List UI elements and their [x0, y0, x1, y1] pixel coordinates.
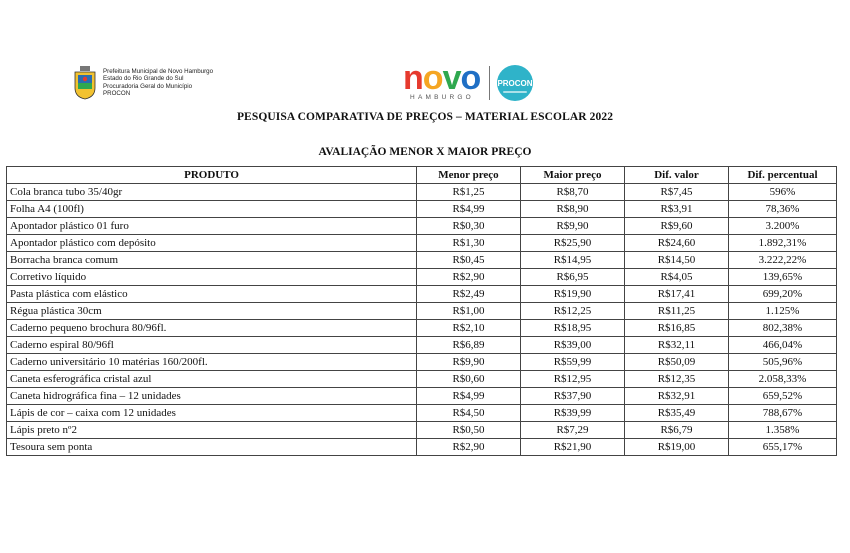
logo-divider: [489, 66, 490, 100]
table-row: [7, 235, 837, 252]
cell-produto: Apontador plástico com depósito: [7, 235, 417, 252]
novo-hamburgo-logo: [403, 59, 481, 103]
org-line: Procuradoria Geral do Município: [103, 82, 193, 90]
cell-dif-valor: R$32,11: [625, 337, 729, 354]
cell-maior-preco: R$14,95: [521, 252, 625, 269]
table-header-row: [7, 167, 837, 184]
municipality-text: [103, 68, 213, 98]
price-comparison-table: [6, 166, 837, 456]
cell-produto: Cola branca tubo 35/40gr: [7, 184, 417, 201]
cell-dif-valor: R$3,91: [625, 201, 729, 218]
cell-maior-preco: R$12,95: [521, 371, 625, 388]
table-row: [7, 405, 837, 422]
cell-dif-valor: R$17,41: [625, 286, 729, 303]
cell-dif-percentual: 659,52%: [729, 388, 837, 405]
cell-maior-preco: R$7,29: [521, 422, 625, 439]
cell-produto: Caderno pequeno brochura 80/96fl.: [7, 320, 417, 337]
cell-maior-preco: R$39,99: [521, 405, 625, 422]
cell-produto: Régua plástica 30cm: [7, 303, 417, 320]
cell-menor-preco: R$1,30: [417, 235, 521, 252]
cell-maior-preco: R$8,70: [521, 184, 625, 201]
cell-dif-percentual: 788,67%: [729, 405, 837, 422]
table-row: [7, 388, 837, 405]
cell-maior-preco: R$6,95: [521, 269, 625, 286]
cell-menor-preco: R$2,90: [417, 269, 521, 286]
coat-of-arms-icon: [73, 66, 97, 100]
cell-maior-preco: R$9,90: [521, 218, 625, 235]
table-row: [7, 201, 837, 218]
cell-produto: Caneta hidrográfica fina – 12 unidades: [7, 388, 417, 405]
column-header-menor-preco: Menor preço: [417, 167, 521, 184]
cell-dif-percentual: 3.222,22%: [729, 252, 837, 269]
cell-produto: Borracha branca comum: [7, 252, 417, 269]
column-header-maior-preco: Maior preço: [521, 167, 625, 184]
cell-produto: Folha A4 (100fl): [7, 201, 417, 218]
cell-menor-preco: R$0,50: [417, 422, 521, 439]
cell-dif-valor: R$50,09: [625, 354, 729, 371]
cell-dif-valor: R$24,60: [625, 235, 729, 252]
table-row: [7, 337, 837, 354]
cell-dif-percentual: 1.358%: [729, 422, 837, 439]
org-line: PROCON: [103, 90, 131, 98]
table-row: [7, 269, 837, 286]
table-row: [7, 286, 837, 303]
page-title: PESQUISA COMPARATIVA DE PREÇOS – MATERIAL ESCOLAR 2022: [236, 111, 614, 123]
cell-dif-percentual: 1.892,31%: [729, 235, 837, 252]
table-row: [7, 184, 837, 201]
table-row: [7, 422, 837, 439]
cell-dif-percentual: 596%: [729, 184, 837, 201]
cell-maior-preco: R$39,00: [521, 337, 625, 354]
cell-menor-preco: R$4,99: [417, 388, 521, 405]
novo-wordmark: novo: [403, 59, 481, 97]
cell-dif-percentual: 505,96%: [729, 354, 837, 371]
cell-maior-preco: R$25,90: [521, 235, 625, 252]
cell-dif-valor: R$7,45: [625, 184, 729, 201]
cell-produto: Lápis de cor – caixa com 12 unidades: [7, 405, 417, 422]
cell-maior-preco: R$59,99: [521, 354, 625, 371]
table-row: [7, 303, 837, 320]
cell-produto: Apontador plástico 01 furo: [7, 218, 417, 235]
cell-dif-valor: R$16,85: [625, 320, 729, 337]
cell-produto: Lápis preto nº2: [7, 422, 417, 439]
column-header-produto: PRODUTO: [7, 167, 417, 184]
cell-menor-preco: R$1,25: [417, 184, 521, 201]
cell-menor-preco: R$0,45: [417, 252, 521, 269]
cell-dif-percentual: 2.058,33%: [729, 371, 837, 388]
cell-dif-valor: R$4,05: [625, 269, 729, 286]
column-header-dif-percentual: Dif. percentual: [729, 167, 837, 184]
cell-dif-valor: R$12,35: [625, 371, 729, 388]
cell-produto: Tesoura sem ponta: [7, 439, 417, 456]
table-row: [7, 354, 837, 371]
cell-dif-valor: R$35,49: [625, 405, 729, 422]
cell-menor-preco: R$4,50: [417, 405, 521, 422]
table-row: [7, 218, 837, 235]
column-header-dif-valor: Dif. valor: [625, 167, 729, 184]
cell-dif-valor: R$9,60: [625, 218, 729, 235]
table-body: [7, 184, 837, 456]
cell-dif-percentual: 466,04%: [729, 337, 837, 354]
municipality-header: [73, 66, 213, 100]
cell-menor-preco: R$1,00: [417, 303, 521, 320]
cell-dif-percentual: 655,17%: [729, 439, 837, 456]
cell-produto: Corretivo líquido: [7, 269, 417, 286]
cell-produto: Caderno universitário 10 matérias 160/200fl.: [7, 354, 417, 371]
cell-dif-percentual: 699,20%: [729, 286, 837, 303]
cell-produto: Pasta plástica com elástico: [7, 286, 417, 303]
cell-produto: Caneta esferográfica cristal azul: [7, 371, 417, 388]
cell-menor-preco: R$2,10: [417, 320, 521, 337]
cell-dif-valor: R$32,91: [625, 388, 729, 405]
cell-dif-percentual: 802,38%: [729, 320, 837, 337]
hamburgo-wordmark: HAMBURGO: [410, 94, 474, 101]
cell-dif-valor: R$19,00: [625, 439, 729, 456]
cell-maior-preco: R$37,90: [521, 388, 625, 405]
cell-menor-preco: R$4,99: [417, 201, 521, 218]
cell-dif-percentual: 139,65%: [729, 269, 837, 286]
cell-maior-preco: R$21,90: [521, 439, 625, 456]
cell-menor-preco: R$6,89: [417, 337, 521, 354]
table-row: [7, 320, 837, 337]
cell-maior-preco: R$19,90: [521, 286, 625, 303]
page-subtitle: AVALIAÇÃO MENOR X MAIOR PREÇO: [318, 146, 532, 158]
procon-logo: PROCON: [497, 65, 533, 101]
org-line: Estado do Rio Grande do Sul: [103, 75, 184, 83]
cell-produto: Caderno espiral 80/96fl: [7, 337, 417, 354]
cell-dif-percentual: 78,36%: [729, 201, 837, 218]
cell-dif-percentual: 1.125%: [729, 303, 837, 320]
cell-maior-preco: R$8,90: [521, 201, 625, 218]
cell-menor-preco: R$0,60: [417, 371, 521, 388]
cell-menor-preco: R$2,49: [417, 286, 521, 303]
cell-maior-preco: R$12,25: [521, 303, 625, 320]
cell-menor-preco: R$0,30: [417, 218, 521, 235]
org-line: Prefeitura Municipal de Novo Hamburgo: [103, 68, 214, 75]
cell-maior-preco: R$18,95: [521, 320, 625, 337]
cell-dif-valor: R$11,25: [625, 303, 729, 320]
cell-dif-valor: R$6,79: [625, 422, 729, 439]
table-row: [7, 439, 837, 456]
cell-dif-valor: R$14,50: [625, 252, 729, 269]
cell-menor-preco: R$9,90: [417, 354, 521, 371]
cell-menor-preco: R$2,90: [417, 439, 521, 456]
table-row: [7, 371, 837, 388]
cell-dif-percentual: 3.200%: [729, 218, 837, 235]
brand-logos: [403, 59, 533, 103]
table-row: [7, 252, 837, 269]
